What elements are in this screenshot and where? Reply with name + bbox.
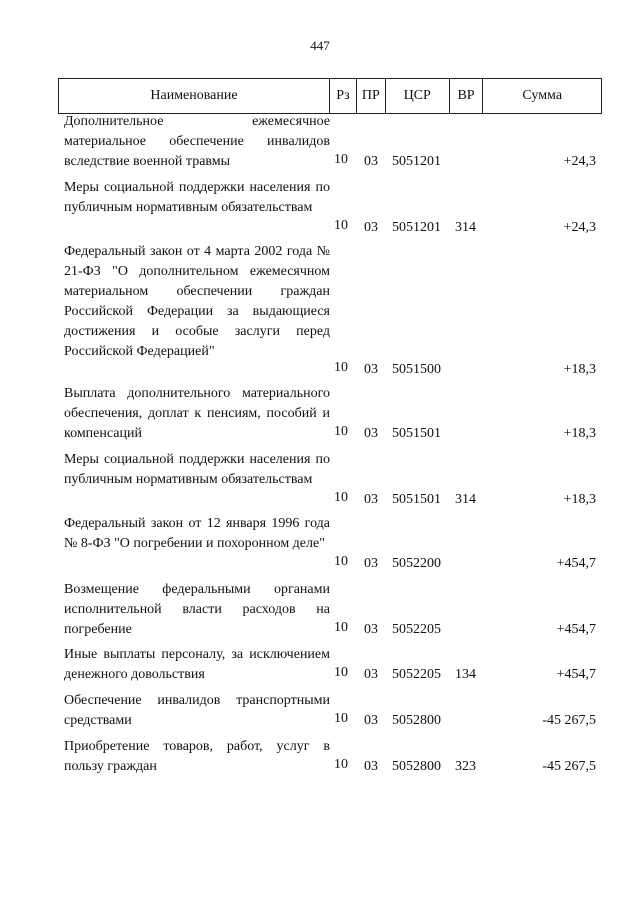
row-csr: 5051501 [392, 492, 441, 507]
row-csr: 5052205 [392, 622, 441, 637]
row-sum: +18,3 [563, 492, 596, 507]
row-vr: 314 [455, 492, 476, 507]
row-vr: 314 [455, 220, 476, 235]
row-rz: 10 [334, 711, 348, 726]
row-pr: 03 [364, 713, 378, 728]
row-name: Возмещение федеральными органами исполнительной власти расходов на погребение [64, 582, 330, 637]
row-pr: 03 [364, 492, 378, 507]
row-name: Меры социальной поддержки населения по публичным нормативным обязательствам [64, 452, 330, 487]
row-rz: 10 [334, 665, 348, 680]
row-rz: 10 [334, 424, 348, 439]
row-csr: 5051500 [392, 362, 441, 377]
row-sum: +18,3 [563, 426, 596, 441]
row-name: Обеспечение инвалидов транспортными средствами [64, 693, 330, 728]
row-csr: 5052205 [392, 667, 441, 682]
row-pr: 03 [364, 426, 378, 441]
row-csr: 5052200 [392, 556, 441, 571]
row-pr: 03 [364, 556, 378, 571]
row-rz: 10 [334, 218, 348, 233]
row-sum: +454,7 [556, 622, 596, 637]
row-rz: 10 [334, 360, 348, 375]
page-number: 447 [310, 38, 330, 53]
row-sum: +24,3 [563, 220, 596, 235]
row-csr: 5051201 [392, 220, 441, 235]
row-sum: +18,3 [563, 362, 596, 377]
row-csr: 5051501 [392, 426, 441, 441]
header-sum: Сумма [522, 88, 563, 103]
row-pr: 03 [364, 759, 378, 774]
row-rz: 10 [334, 554, 348, 569]
row-name: Приобретение товаров, работ, услуг в пользу граждан [64, 739, 330, 774]
row-pr: 03 [364, 622, 378, 637]
row-name: Федеральный закон от 12 января 1996 года № 8-ФЗ "О погребении и похоронном деле" [64, 516, 330, 551]
row-rz: 10 [334, 757, 348, 772]
row-vr: 323 [455, 759, 476, 774]
row-sum: -45 267,5 [542, 713, 596, 728]
row-name: Иные выплаты персоналу, за исключением денежного довольствия [64, 647, 330, 682]
header-rz: Рз [330, 79, 357, 113]
row-name: Дополнительное ежемесячное материальное обеспечение инвалидов вследствие военной травмы [64, 114, 330, 169]
row-sum: +454,7 [556, 667, 596, 682]
row-name: Меры социальной поддержки населения по публичным нормативным обязательствам [64, 180, 330, 215]
row-rz: 10 [334, 490, 348, 505]
row-csr: 5052800 [392, 713, 441, 728]
header-vr: ВР [450, 79, 484, 113]
row-vr: 134 [455, 667, 476, 682]
row-rz: 10 [334, 152, 348, 167]
header-name: Наименование [59, 79, 330, 113]
row-csr: 5051201 [392, 154, 441, 169]
row-rz: 10 [334, 620, 348, 635]
row-csr: 5052800 [392, 759, 441, 774]
row-pr: 03 [364, 154, 378, 169]
header-pr: ПР [357, 79, 386, 113]
row-name: Выплата дополнительного материального обеспечения, доплат к пенсиям, пособий и компенсаций [64, 386, 330, 441]
header-csr: ЦСР [386, 79, 450, 113]
row-pr: 03 [364, 220, 378, 235]
row-sum: +24,3 [563, 154, 596, 169]
row-name: Федеральный закон от 4 марта 2002 года № 21-ФЗ "О дополнительном ежемесячном материальном обеспечении граждан Российской Федерации за выдающиеся достижения и особые заслуги перед Российской Федерацией" [64, 244, 330, 359]
row-pr: 03 [364, 362, 378, 377]
row-sum: +454,7 [556, 556, 596, 571]
table-header [58, 78, 602, 114]
row-pr: 03 [364, 667, 378, 682]
row-sum: -45 267,5 [542, 759, 596, 774]
